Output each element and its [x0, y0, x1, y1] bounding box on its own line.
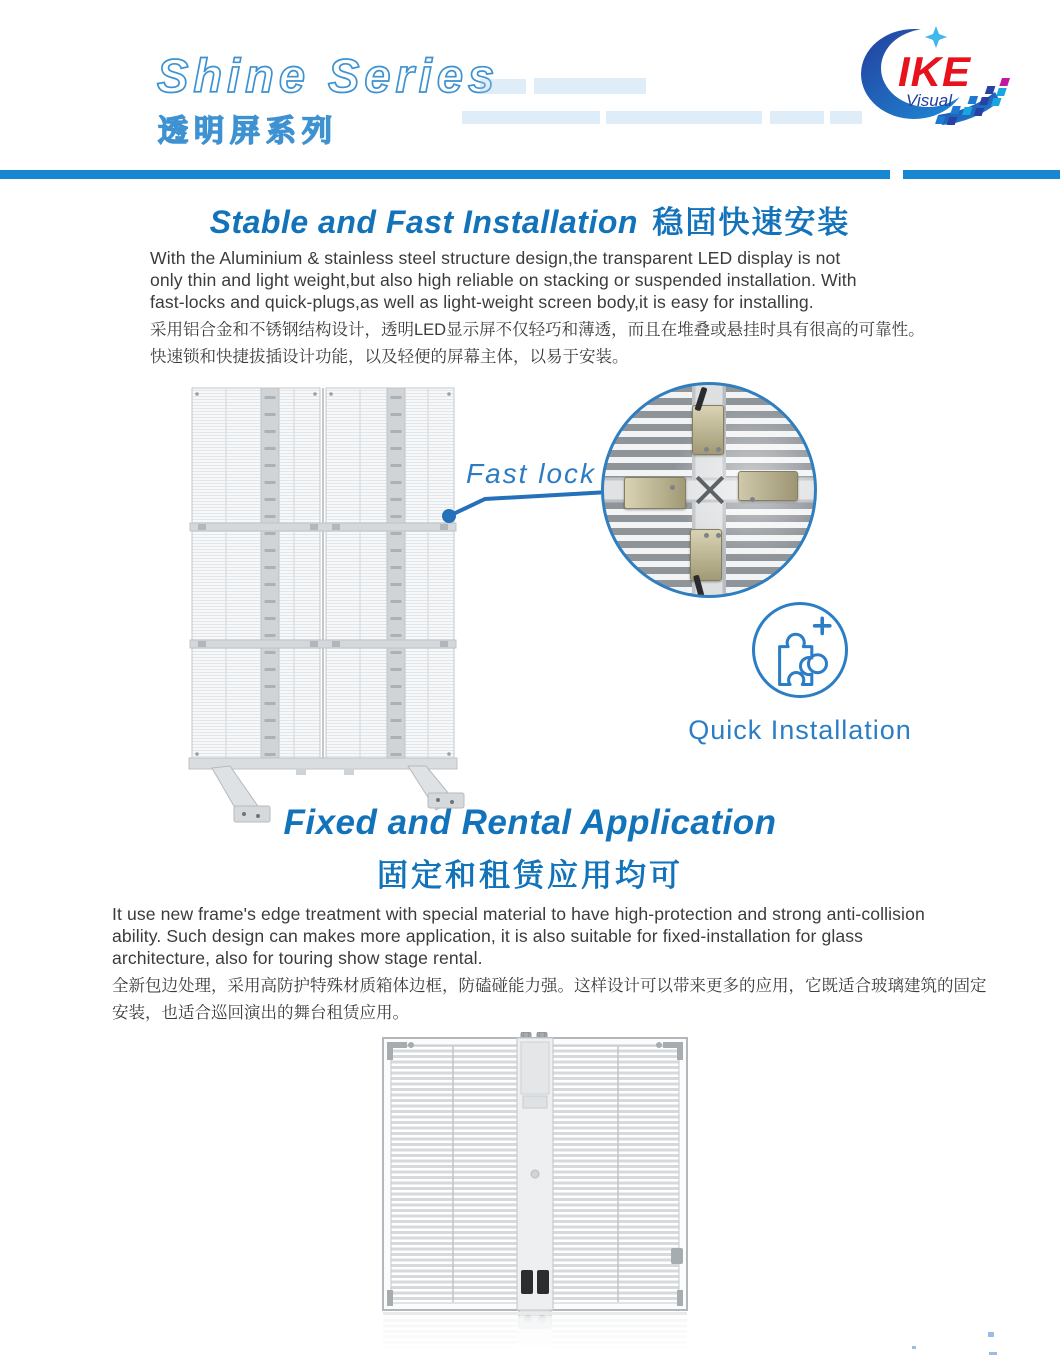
quick-installation-label: Quick Installation: [688, 715, 912, 745]
led-panel-image: [371, 1032, 699, 1358]
paragraph-line: 快速锁和快捷拔插设计功能，以及轻便的屏幕主体，以易于安装。: [150, 348, 629, 366]
ike-visual-logo: [842, 26, 1010, 134]
paragraph-line: 全新包边处理，采用高防护特殊材质箱体边框，防磕碰能力强。这样设计可以带来更多的应用，它既适合玻璃建筑的固定: [112, 977, 987, 995]
fast-lock-detail-photo: [601, 382, 817, 598]
watermark-speck: [912, 1346, 916, 1349]
application-heading-zh: 固定和租赁应用均可: [377, 858, 683, 893]
quick-installation-badge: [752, 602, 848, 698]
paragraph-line: fast-locks and quick-plugs,as well as light-weight screen body,it is easy for installing.: [150, 292, 814, 312]
screw-dot: [670, 485, 675, 490]
paragraph-line: ability. Such design can makes more application, it is also suitable for fixed-installation for glass: [112, 926, 864, 946]
callout-line: [441, 484, 611, 528]
lock-hardware: [624, 477, 686, 509]
paragraph-line: 采用铝合金和不锈钢结构设计，透明LED显示屏不仅轻巧和薄透，而且在堆叠或悬挂时具有很高的可靠性。: [150, 321, 925, 339]
logo-brand-text: IKE: [898, 48, 972, 95]
series-title-en: Shine Series: [157, 49, 500, 102]
paragraph-line: 安装，也适合巡回演出的舞台租赁应用。: [112, 1004, 409, 1022]
watermark-speck: [989, 1352, 997, 1355]
transparent-screen-image: [176, 384, 470, 826]
header-rule-tail: [903, 170, 1060, 179]
screw-dot: [716, 447, 721, 452]
installation-heading: [0, 197, 1060, 242]
series-title-zh: 透明屏系列: [158, 115, 338, 148]
fast-lock-label: Fast lock: [466, 458, 597, 489]
header-rule: [0, 170, 890, 179]
ghost-text-block: [480, 79, 526, 94]
application-paragraph: [112, 903, 987, 1027]
paragraph-line: It use new frame's edge treatment with special material to have high-protection and strong anti-collision: [112, 904, 925, 924]
ghost-text-block: [606, 111, 762, 124]
ghost-text-block: [462, 111, 600, 124]
paragraph-line: architecture, also for touring show stage rental.: [112, 948, 483, 968]
logo-sub-text: Visual: [906, 91, 952, 110]
watermark-speck: [988, 1332, 994, 1337]
installation-heading-en: Stable and Fast Installation: [209, 204, 638, 240]
installation-heading-zh: 稳固快速安装: [652, 205, 851, 240]
screw-dot: [750, 497, 755, 502]
lock-hardware: [738, 471, 798, 501]
puzzle-icon: [755, 605, 844, 694]
application-heading-en: Fixed and Rental Application: [283, 803, 777, 842]
paragraph-line: With the Aluminium & stainless steel structure design,the transparent LED display is not: [150, 248, 841, 268]
ghost-text-block: [770, 111, 824, 124]
screw-dot: [704, 447, 709, 452]
paragraph-line: only thin and light weight,but also high reliable on stacking or suspended installation. With: [150, 270, 857, 290]
screw-dot: [704, 533, 709, 538]
ghost-text-block: [534, 78, 646, 94]
plus-icon: [815, 618, 830, 633]
screw-dot: [716, 533, 721, 538]
installation-paragraph: [150, 247, 930, 371]
